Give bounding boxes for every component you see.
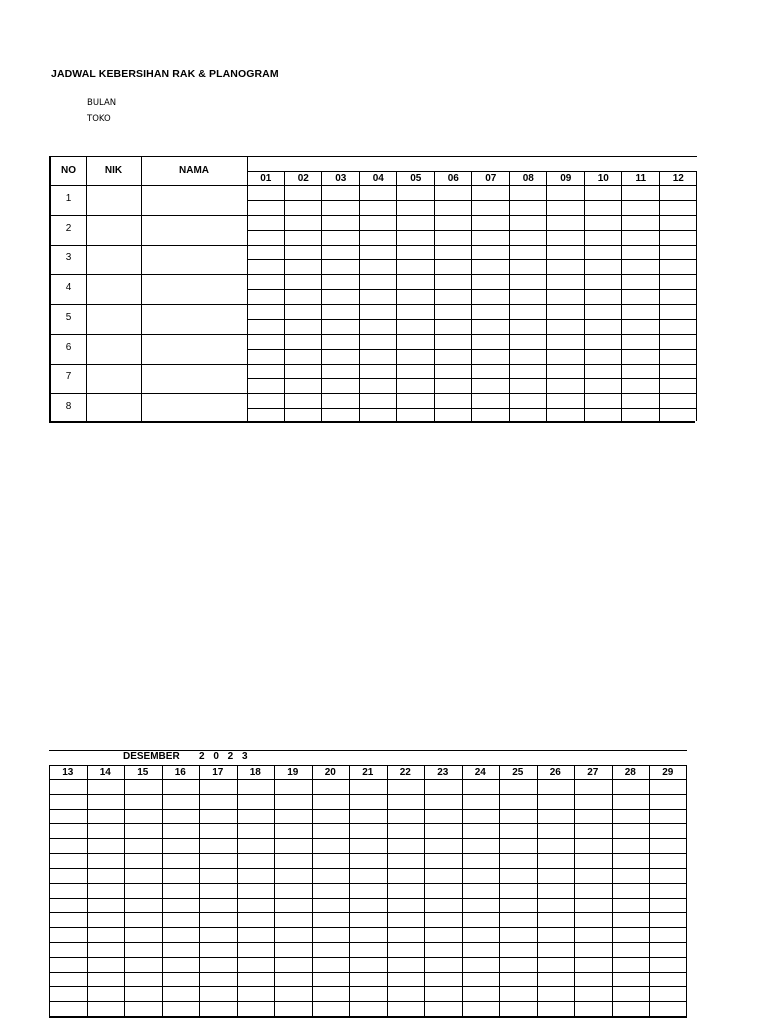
day-header: 11 <box>635 173 647 184</box>
day-col-divider <box>649 765 650 1016</box>
day-col-divider <box>396 171 397 421</box>
col-divider <box>86 156 87 421</box>
day-header: 03 <box>335 173 347 184</box>
day-col-divider <box>312 765 313 1016</box>
row-divider <box>49 853 687 854</box>
day-col-divider <box>621 171 622 421</box>
day-col-divider <box>237 765 238 1016</box>
day-col-divider <box>284 171 285 421</box>
day-col-divider <box>49 765 50 1016</box>
header-no: NO <box>61 165 76 176</box>
schedule-table <box>49 156 695 423</box>
row-divider <box>49 927 687 928</box>
row-number: 1 <box>65 193 72 204</box>
day-col-divider <box>546 171 547 421</box>
row-split <box>247 319 697 320</box>
day-col-divider <box>574 765 575 1016</box>
day-col-divider <box>359 171 360 421</box>
day-col-divider <box>162 765 163 1016</box>
row-number: 8 <box>65 401 72 412</box>
day-col-divider <box>696 171 697 421</box>
day-col-divider <box>471 171 472 421</box>
day-header: 27 <box>587 767 599 778</box>
row-split <box>247 349 697 350</box>
table-top-border <box>49 750 687 751</box>
day-col-divider <box>499 765 500 1016</box>
day-header: 18 <box>249 767 261 778</box>
row-number: 2 <box>65 223 72 234</box>
month-label: DESEMBER <box>123 751 180 762</box>
day-header-line <box>49 765 687 766</box>
day-header: 04 <box>372 173 384 184</box>
day-col-divider <box>124 765 125 1016</box>
day-col-divider <box>509 171 510 421</box>
day-col-divider <box>424 765 425 1016</box>
year-label: 2 0 2 3 <box>199 751 251 762</box>
row-split <box>247 259 697 260</box>
row-number: 4 <box>65 282 72 293</box>
row-divider <box>49 957 687 958</box>
day-header: 26 <box>549 767 561 778</box>
day-header: 12 <box>672 173 684 184</box>
row-divider <box>51 274 697 275</box>
row-divider <box>49 972 687 973</box>
day-col-divider <box>349 765 350 1016</box>
schedule-table-continued <box>49 750 687 1018</box>
day-header: 05 <box>410 173 422 184</box>
row-divider <box>51 304 697 305</box>
header-bottom-line <box>49 779 687 780</box>
day-header: 13 <box>62 767 74 778</box>
day-col-divider <box>462 765 463 1016</box>
row-divider <box>51 334 697 335</box>
header-bottom-line <box>51 185 697 186</box>
col-divider <box>141 156 142 421</box>
header-nik: NIK <box>104 165 123 176</box>
day-header: 08 <box>522 173 534 184</box>
row-divider <box>49 883 687 884</box>
day-col-divider <box>537 765 538 1016</box>
toko-label: TOKO <box>87 114 111 124</box>
row-divider <box>51 364 697 365</box>
row-divider <box>51 245 697 246</box>
row-divider <box>49 838 687 839</box>
row-divider <box>49 986 687 987</box>
day-header: 02 <box>297 173 309 184</box>
row-divider <box>49 823 687 824</box>
row-divider <box>49 868 687 869</box>
day-header: 23 <box>437 767 449 778</box>
day-header: 20 <box>324 767 336 778</box>
row-divider <box>49 809 687 810</box>
day-header: 29 <box>662 767 674 778</box>
row-divider <box>51 393 697 394</box>
day-header: 24 <box>474 767 486 778</box>
row-number: 6 <box>65 342 72 353</box>
row-number: 5 <box>65 312 72 323</box>
bulan-label: BULAN <box>87 98 117 108</box>
row-split <box>247 289 697 290</box>
day-header: 07 <box>485 173 497 184</box>
day-header: 16 <box>174 767 186 778</box>
row-split <box>247 408 697 409</box>
row-divider <box>49 1001 687 1002</box>
day-col-divider <box>199 765 200 1016</box>
row-divider <box>49 942 687 943</box>
day-header: 01 <box>260 173 272 184</box>
day-header: 10 <box>597 173 609 184</box>
day-header: 19 <box>287 767 299 778</box>
row-number: 7 <box>65 371 72 382</box>
row-split <box>247 230 697 231</box>
day-header: 06 <box>447 173 459 184</box>
day-header: 21 <box>362 767 374 778</box>
day-header: 15 <box>137 767 149 778</box>
day-col-divider <box>274 765 275 1016</box>
day-col-divider <box>387 765 388 1016</box>
day-header: 28 <box>624 767 636 778</box>
day-header: 17 <box>212 767 224 778</box>
row-split <box>247 378 697 379</box>
table-top-border <box>51 156 697 157</box>
document-title: JADWAL KEBERSIHAN RAK & PLANOGRAM <box>51 68 279 80</box>
row-number: 3 <box>65 252 72 263</box>
day-col-divider <box>321 171 322 421</box>
day-col-divider <box>584 171 585 421</box>
day-header: 14 <box>99 767 111 778</box>
day-col-divider <box>659 171 660 421</box>
day-col-divider <box>686 765 687 1016</box>
day-header: 22 <box>399 767 411 778</box>
row-divider <box>51 215 697 216</box>
day-col-divider <box>434 171 435 421</box>
row-divider <box>49 794 687 795</box>
day-col-divider <box>612 765 613 1016</box>
day-header: 25 <box>512 767 524 778</box>
row-split <box>247 200 697 201</box>
header-nama: NAMA <box>179 165 209 176</box>
day-header: 09 <box>560 173 572 184</box>
row-divider <box>49 898 687 899</box>
row-divider <box>49 912 687 913</box>
day-col-divider <box>87 765 88 1016</box>
day-header-line <box>247 171 697 172</box>
